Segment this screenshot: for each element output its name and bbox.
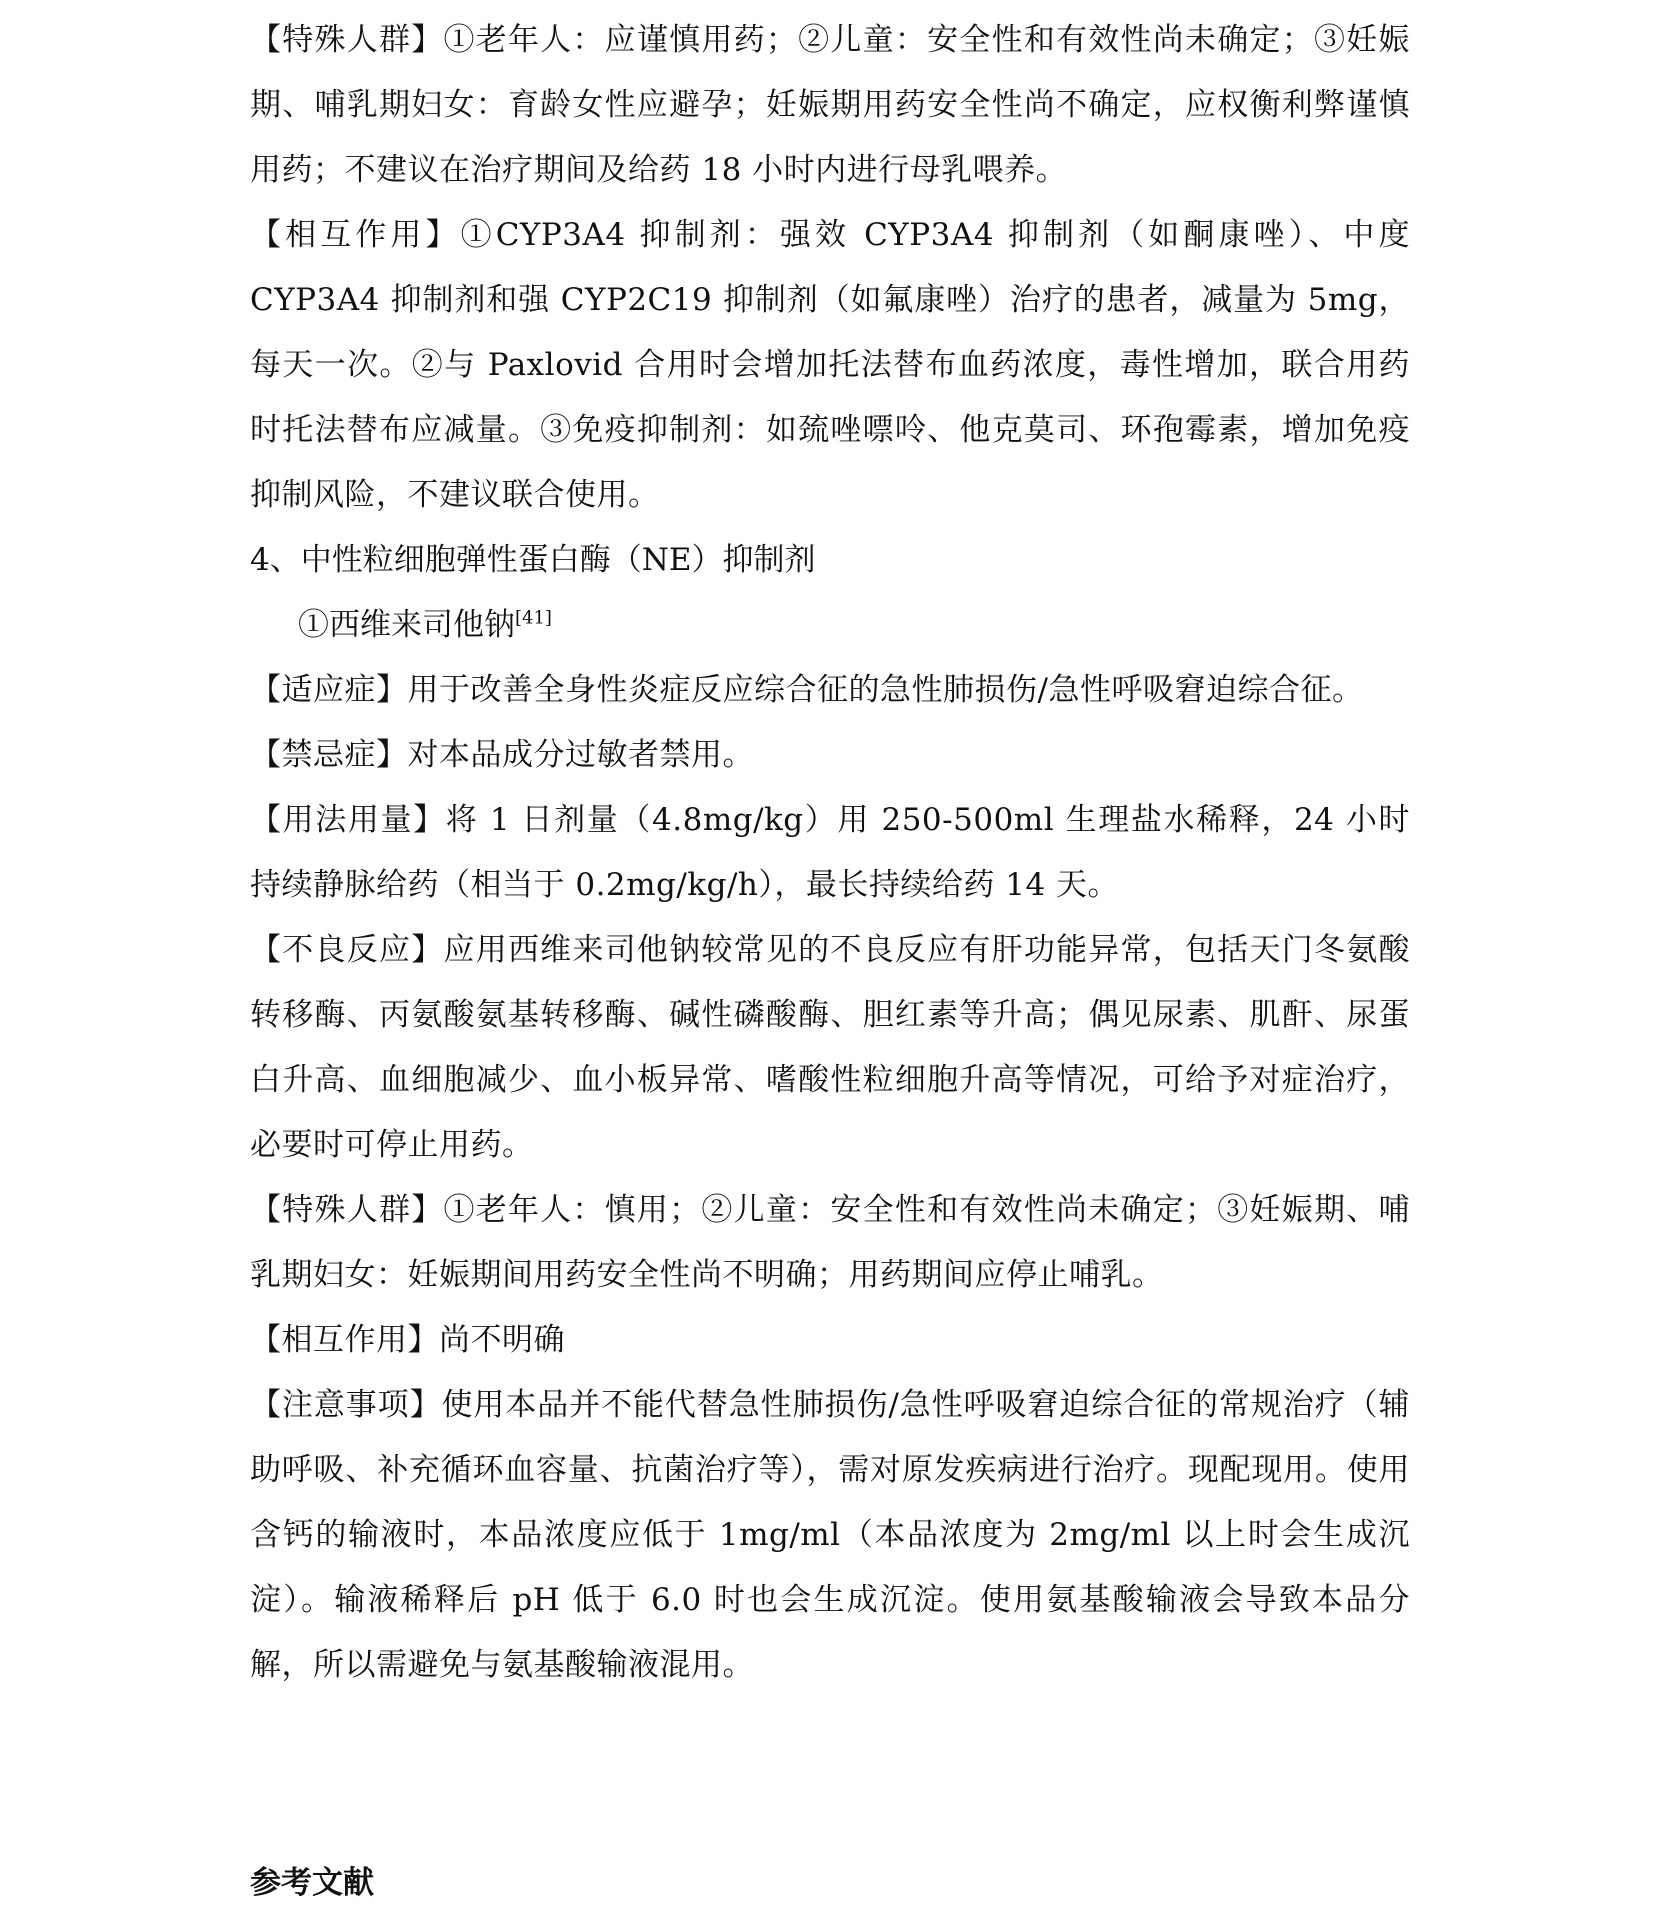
drug-title (250, 593, 1410, 658)
paragraph-indications: 【适应症】用于改善全身性炎症反应综合征的急性肺损伤/急性呼吸窘迫综合征。 (250, 672, 1364, 708)
paragraph-adverse-reactions: 【不良反应】应用西维来司他钠较常见的不良反应有肝功能异常，包括天门冬氨酸转移酶、丙氨酸氨基转移酶、碱性磷酸酶、胆红素等升高；偶见尿素、肌酐、尿蛋白升高、血细胞减少、血小板异常、嗜酸性粒细胞升高等情况，可给予对症治疗，必要时可停止用药。 (250, 932, 1410, 1163)
paragraph-interactions-tofacitinib: 【相互作用】①CYP3A4 抑制剂：强效 CYP3A4 抑制剂（如酮康唑）、中度 CYP3A4 抑制剂和强 CYP2C19 抑制剂（如氟康唑）治疗的患者，减量为 5mg，每天一次。②与 Paxlovid 合用时会增加托法替布血药浓度，毒性增加，联合用药时托法替布应减量。③免疫抑制剂：如巯唑嘌呤、他克莫司、环孢霉素，增加免疫抑制风险，不建议联合使用。 (250, 217, 1410, 513)
document-page (250, 8, 1410, 1698)
paragraph-special-populations-sivelestat: 【特殊人群】①老年人：慎用；②儿童：安全性和有效性尚未确定；③妊娠期、哺乳期妇女：妊娠期间用药安全性尚不明确；用药期间应停止哺乳。 (250, 1192, 1410, 1293)
paragraph-interactions-sivelestat: 【相互作用】尚不明确 (250, 1322, 565, 1358)
paragraph-contraindications: 【禁忌症】对本品成分过敏者禁用。 (250, 737, 754, 773)
references-heading: 参考文献 (250, 1865, 374, 1901)
paragraph-precautions: 【注意事项】使用本品并不能代替急性肺损伤/急性呼吸窘迫综合征的常规治疗（辅助呼吸、补充循环血容量、抗菌治疗等），需对原发疾病进行治疗。现配现用。使用含钙的输液时，本品浓度应低于 1mg/ml（本品浓度为 2mg/ml 以上时会生成沉淀）。输液稀释后 pH 低于 6.0 时也会生成沉淀。使用氨基酸输液会导致本品分解，所以需避免与氨基酸输液混用。 (250, 1387, 1410, 1683)
drug-name: ①西维来司他钠 (298, 607, 515, 643)
section-heading-ne-inhibitors: 4、中性粒细胞弹性蛋白酶（NE）抑制剂 (250, 542, 816, 578)
citation-ref: [41] (515, 607, 552, 629)
paragraph-dosage: 【用法用量】将 1 日剂量（4.8mg/kg）用 250-500ml 生理盐水稀释，24 小时持续静脉给药（相当于 0.2mg/kg/h），最长持续给药 14 天。 (250, 802, 1410, 903)
paragraph-special-populations-tofacitinib: 【特殊人群】①老年人：应谨慎用药；②儿童：安全性和有效性尚未确定；③妊娠期、哺乳期妇女：育龄女性应避孕；妊娠期用药安全性尚不确定，应权衡利弊谨慎用药；不建议在治疗期间及给药 18 小时内进行母乳喂养。 (250, 22, 1410, 188)
